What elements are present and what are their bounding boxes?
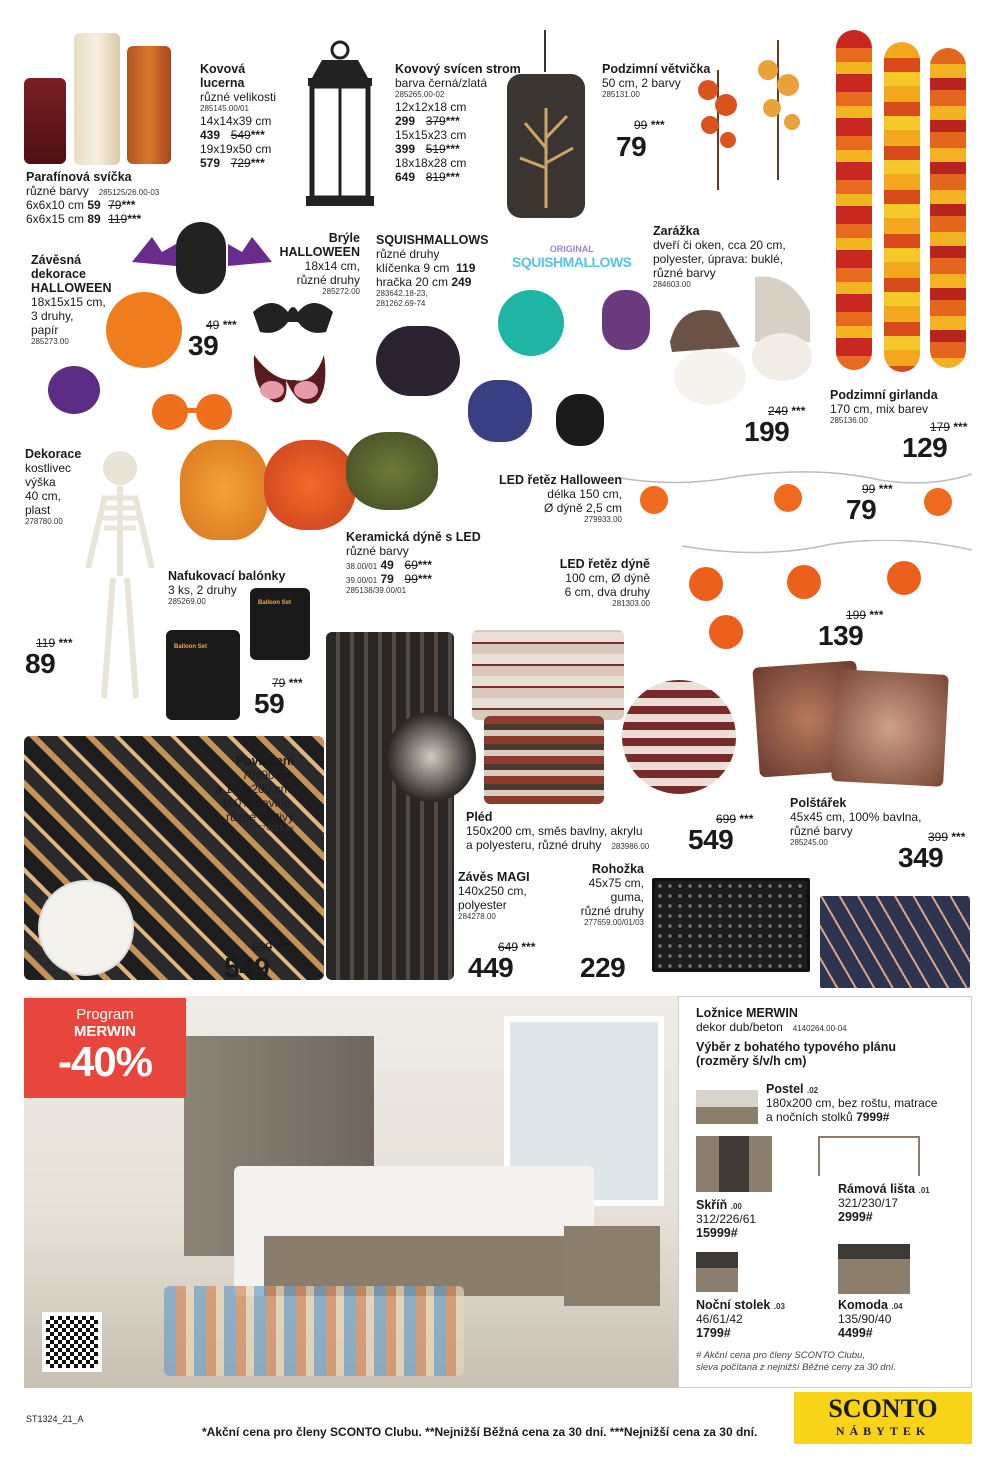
candle-image (24, 78, 66, 164)
merwin-discount-badge: Program MERWIN -40% (24, 998, 186, 1098)
lantern-info (200, 62, 276, 170)
bat-wings-icon (132, 232, 272, 276)
ceramic-pumpkin-image (346, 432, 438, 510)
price: 79 (846, 494, 877, 525)
catalog-code: ST1324_21_A (26, 1414, 84, 1424)
ceramic-pumpkin-info: Keramická dýně s LED různé barvy 38.00/01 49 69*** 39.00/01 79 99*** 285138/39.00/01 (346, 530, 481, 595)
wardrobe-image (696, 1136, 772, 1192)
blanket-detail-image (622, 680, 736, 794)
ceramic-pumpkin-image (180, 440, 268, 540)
product-name: Podzimní girlanda (830, 388, 938, 402)
spider-decoration-image (48, 366, 100, 414)
blanket-image (484, 716, 604, 804)
blanket-info: Pléd 150x200 cm, směs bavlny, akrylu a polyesteru, různé druhy 283986.00 (466, 810, 650, 852)
product-code: 285136.00 (830, 416, 868, 425)
branch-info (602, 62, 710, 100)
product-name: lucerna (200, 76, 245, 90)
candle-info (26, 170, 159, 226)
doormat-info: Rohožka 45x75 cm, guma, různé druhy 277659.00/01/03 (580, 862, 644, 927)
price-line: 299 379*** (395, 114, 460, 128)
old-price: 99 *** (862, 482, 893, 496)
curtain-image (326, 632, 454, 980)
size-line: 19x19x50 cm (200, 142, 272, 156)
product-name: Kovová (200, 62, 246, 76)
blanket-image (472, 630, 624, 720)
balloon-pack-label: Balloon Set (258, 600, 292, 606)
squishmallow-image (602, 290, 650, 350)
led-string-halloween-image (620, 468, 972, 524)
old-price: 699 *** (716, 812, 754, 826)
doormat-image (652, 878, 810, 972)
squishmallow-image (376, 326, 460, 396)
price-line: 439 549*** (200, 128, 265, 142)
price: 349 (898, 842, 944, 873)
stopper-info: Zarážka dveří či oken, cca 20 cm, polyester, úprava: buklé, různé barvy 284603.00 (653, 224, 786, 289)
product-code: 285265.00-02 (395, 90, 445, 99)
old-price: 119 *** (36, 636, 73, 650)
pumpkin-decoration-image (106, 292, 182, 368)
price: 229 (580, 952, 626, 983)
frame-image (818, 1136, 920, 1176)
garland-image (836, 30, 872, 370)
qr-code (42, 1312, 102, 1372)
halloween-glasses-image (244, 350, 330, 418)
product-code: 285145.00/01 (200, 104, 249, 113)
candle-image (127, 46, 171, 164)
price: 79 (616, 131, 647, 162)
price: 549 (688, 824, 734, 855)
size-line: 14x14x39 cm (200, 114, 272, 128)
old-price: 649 *** (498, 940, 536, 954)
glasses-info: Brýle HALLOWEEN 18x14 cm, různé druhy 285272.00 (279, 231, 360, 296)
pillow-info: Polštářek 45x45 cm, 100% bavlna, různé barvy 285245.00 (790, 796, 922, 847)
balloons-info: Nafukovací balónky 3 ks, 2 druhy 285269.00 (168, 569, 286, 606)
garland-info (830, 388, 938, 426)
price: 139 (818, 620, 864, 651)
dresser-info: Komoda .04 135/90/40 4499# (838, 1298, 903, 1340)
pumpkin-glasses-image (140, 388, 244, 432)
squishmallow-image (468, 380, 532, 442)
product-code: 285131.00 (602, 90, 640, 99)
price: 39 (188, 330, 219, 361)
garland-image (884, 42, 920, 372)
nightstand-image (696, 1252, 738, 1292)
price: 89 (25, 648, 56, 679)
doormat-image (820, 896, 970, 988)
price-line: 579 729*** (200, 156, 265, 170)
dresser-image (838, 1244, 910, 1294)
merwin-title-block: Ložnice MERWIN dekor dub/beton 4140264.00-04 Výběr z bohatého typového plánu (rozměry š/v/h cm) (696, 1006, 897, 1068)
product-name: Podzimní větvička (602, 62, 711, 76)
balloon-pack-label: Balloon Set (174, 644, 208, 650)
frame-info: Rámová lišta .01 321/230/17 2999# (838, 1182, 930, 1224)
sconto-logo: SCONTO NÁBYTEK (794, 1392, 972, 1444)
price-line: 399 519*** (395, 142, 460, 156)
product-name: Parafínová svíčka (26, 170, 132, 184)
curtain-detail-image (386, 712, 476, 802)
price-line: 6x6x10 cm 59 79*** (26, 198, 136, 212)
candle-image (74, 33, 120, 165)
price: 129 (902, 432, 948, 463)
old-price: 179 *** (930, 420, 968, 434)
led-pumpkin-info: LED řetěz dýně 100 cm, Ø dýně 6 cm, dva druhy 281303.00 (559, 557, 650, 608)
price: 449 (468, 952, 514, 983)
merwin-note: # Akční cena pro členy SCONTO Clubu, sleva počítaná z nejnižší Běžné ceny za 30 dní. (696, 1350, 897, 1373)
squishmallows-info: SQUISHMALLOWS různé druhy klíčenka 9 cm 119 hračka 20 cm 249 283642.18-23, 281262.69-74 (376, 233, 489, 308)
price-line: 6x6x15 cm 89 119*** (26, 212, 142, 226)
product-desc: 50 cm, 2 barvy (602, 76, 681, 90)
old-price: 79 *** (272, 676, 303, 690)
product-name: Kovový svícen strom (395, 62, 521, 76)
tree-candle-info: Kovový svícen strom barva černá/zlatá 285265.00-02 12x12x18 cm 299 379*** 15x15x23 cm 399 519*** 18x18x28 cm 649 819*** (395, 62, 521, 184)
skeleton-info: Dekorace kostlivec výška 40 cm, plast 278780.00 (25, 447, 82, 526)
old-price: 99 *** (634, 118, 665, 132)
old-price: 249 *** (768, 404, 806, 418)
bedding-info: Povlečení 70x90 cm a 140x200 cm, 100% bavlna, různé motivy 274015.xx (215, 754, 294, 833)
squishmallows-logo: ORIGINAL SQUISHMALLOWS (512, 244, 632, 270)
halloween-deco-info: Závěsná dekorace HALLOWEEN 18x15x15 cm, 3 druhy, papír 285273.00 (31, 253, 112, 346)
nightstand-info: Noční stolek .03 46/61/42 1799# (696, 1298, 785, 1340)
bedding-detail-image (38, 880, 134, 976)
price: 199 (744, 416, 790, 447)
old-price: 199 *** (846, 608, 884, 622)
curtain-info: Závěs MAGI 140x250 cm, polyester 284278.00 (458, 870, 530, 921)
bed-info: Postel .02 180x200 cm, bez roštu, matrace a nočních stolků 7999# (766, 1082, 938, 1124)
garland-image (930, 48, 966, 368)
ceramic-pumpkin-image (264, 440, 356, 530)
product-desc: různé velikosti (200, 90, 277, 104)
product-desc: barva černá/zlatá (395, 76, 488, 90)
led-halloween-info: LED řetěz Halloween délka 150 cm, Ø dýně 2,5 cm 279933.00 (499, 473, 622, 524)
old-price: 699 *** (252, 940, 290, 954)
product-desc: 170 cm, mix barev (830, 402, 929, 416)
autumn-branch-image (688, 30, 818, 190)
price: 59 (254, 688, 285, 719)
squishmallow-image (498, 290, 564, 356)
bed-image (696, 1090, 758, 1124)
wardrobe-info: Skříň .00 312/226/61 15999# (696, 1198, 757, 1240)
footer-disclaimer: *Akční cena pro členy SCONTO Clubu. **Nejnižší Běžná cena za 30 dní. ***Nejnižší cena za 30 dní. (202, 1425, 758, 1439)
squishmallow-image (556, 394, 604, 446)
skeleton-image (80, 448, 160, 710)
product-code: 285125/26.00-03 (98, 188, 160, 197)
old-price: 399 *** (928, 830, 966, 844)
product-desc: různé barvy (26, 184, 89, 198)
halloween-glasses-image (248, 292, 338, 338)
old-price: 49 *** (206, 318, 237, 332)
price: 549 (224, 952, 270, 983)
pillow-image (831, 669, 949, 787)
price-line: 649 819*** (395, 170, 460, 184)
lantern-image (298, 38, 382, 214)
